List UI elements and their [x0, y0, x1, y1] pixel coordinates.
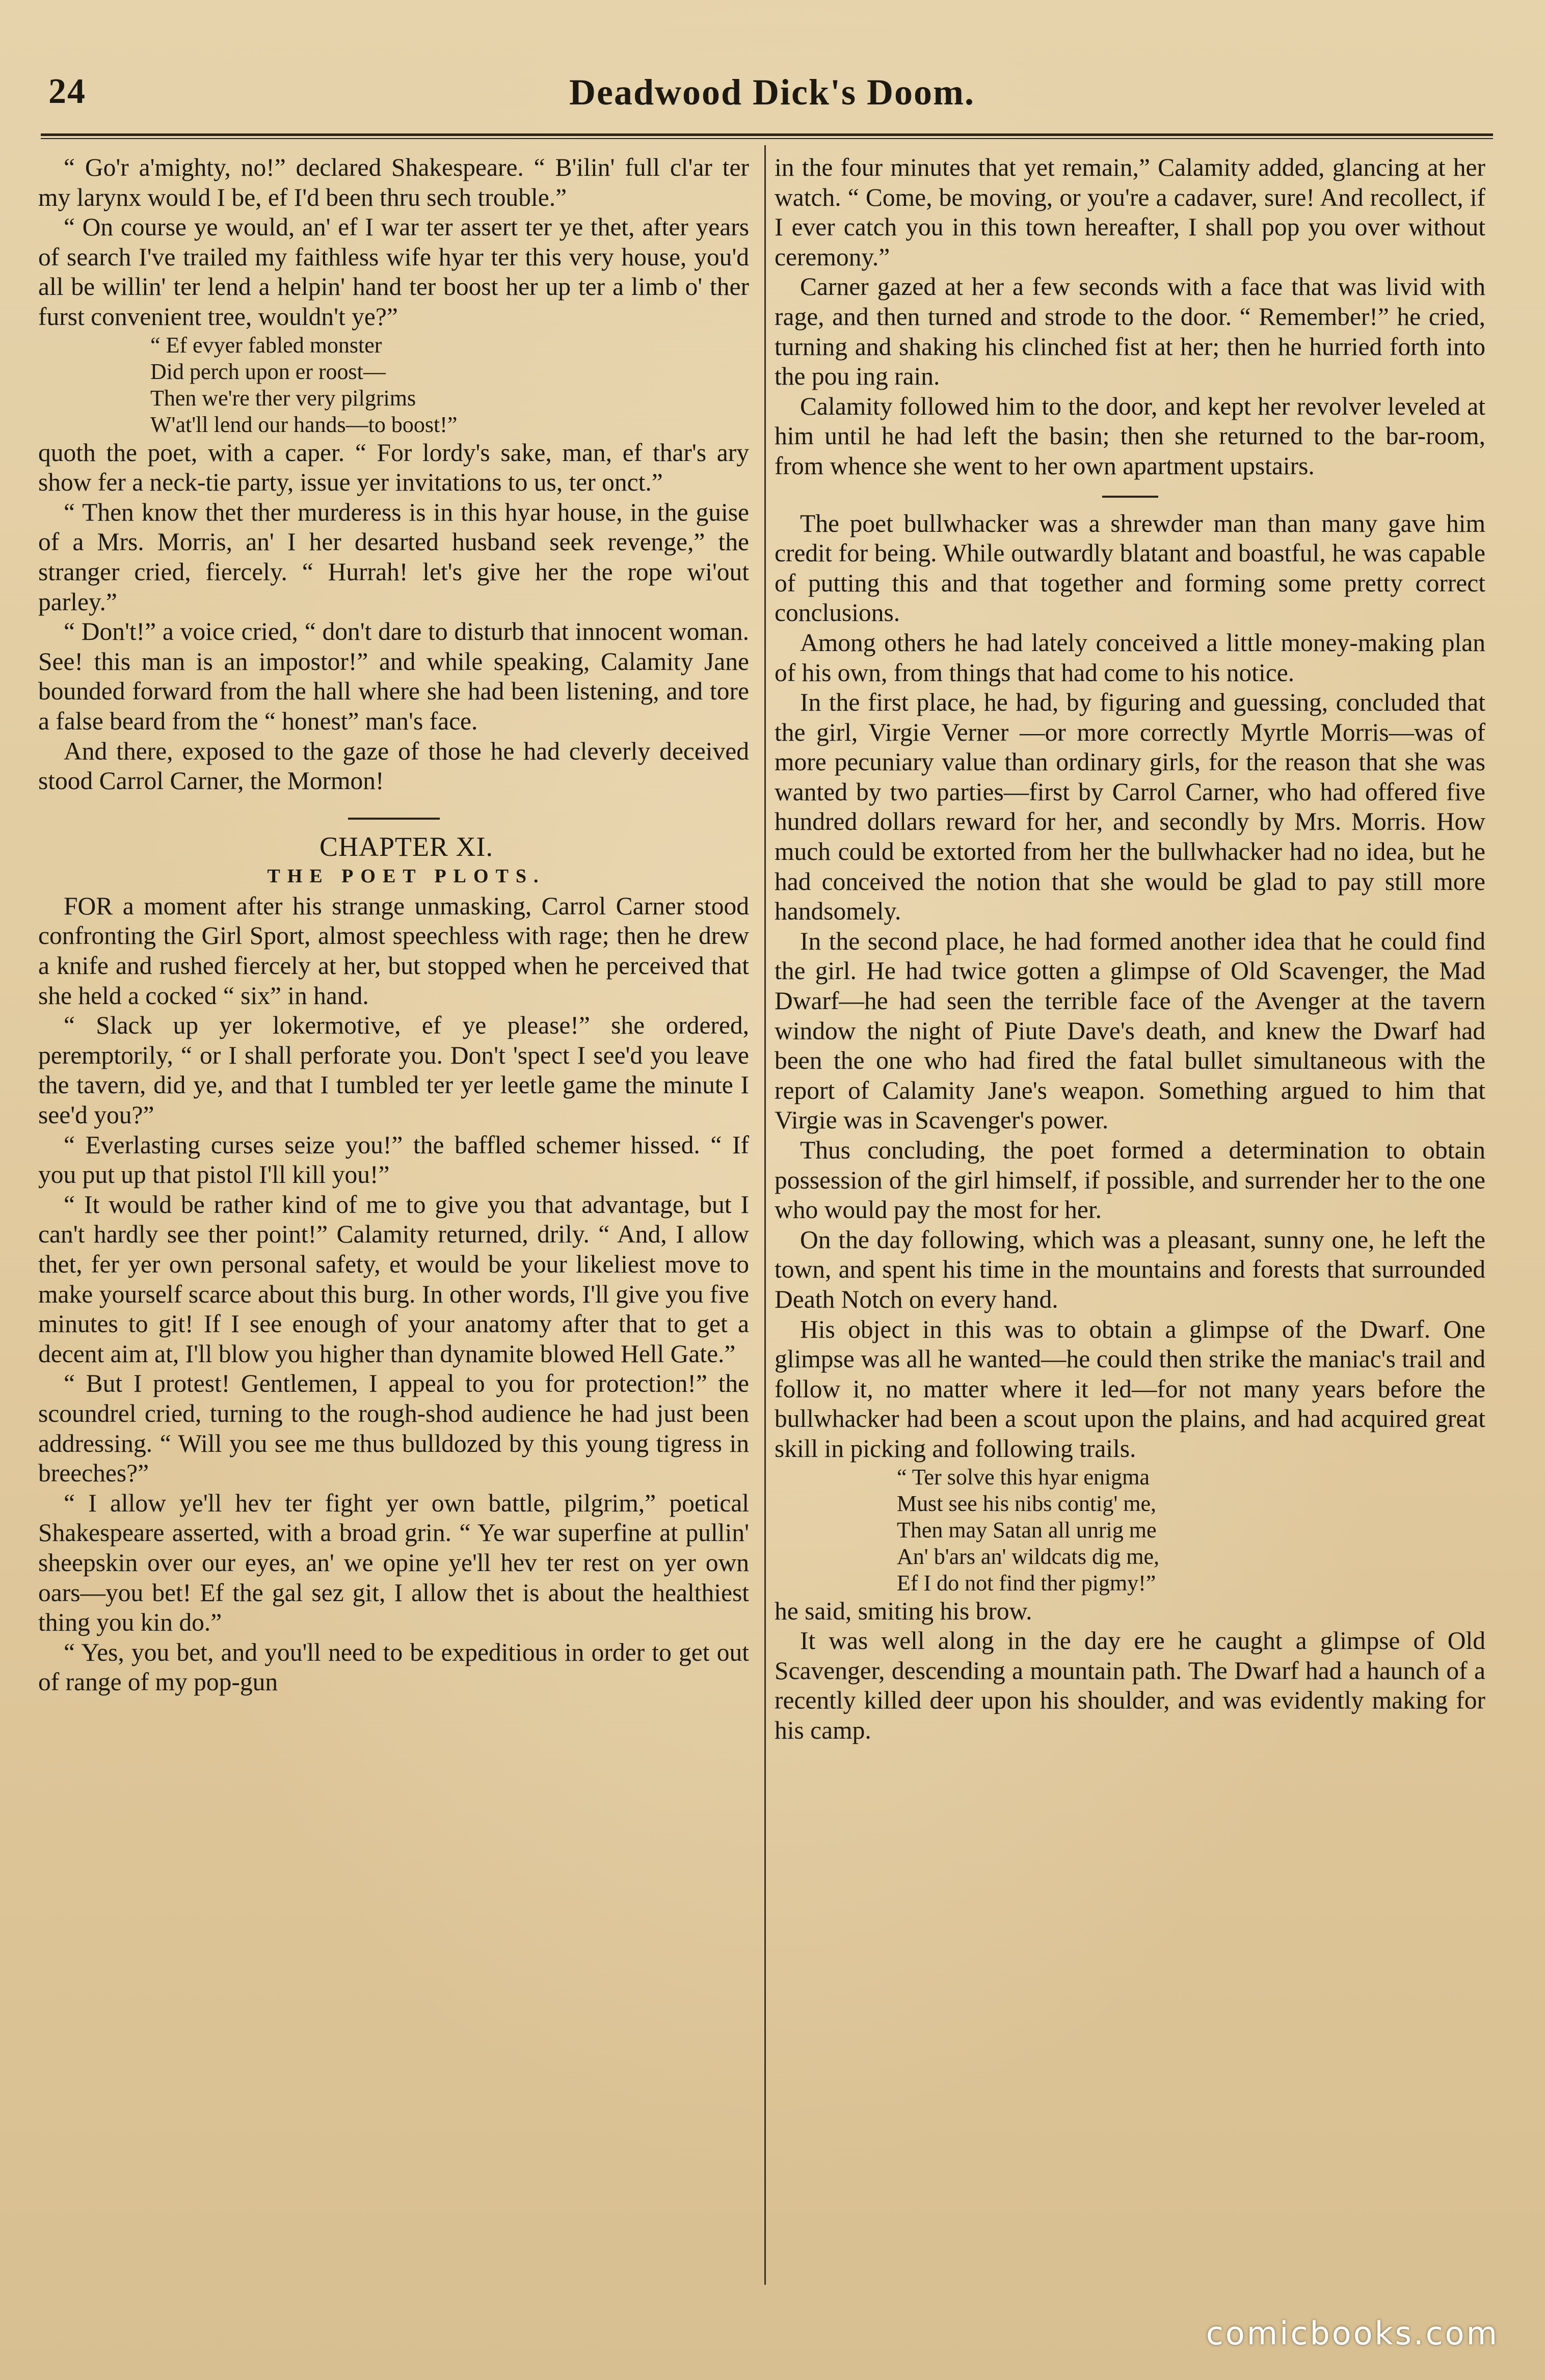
paragraph: Among others he had lately conceived a little money-making plan of his own, from things that had come to his notice. [775, 628, 1485, 687]
paragraph: “ Go'r a'mighty, no!” declared Shakespeare. “ B'ilin' full cl'ar ter my larynx would I be, ef I'd been thru sech trouble.” [38, 153, 749, 211]
source-watermark: comicbooks.com [1206, 2315, 1499, 2352]
paragraph: “ I allow ye'll hev ter fight yer own battle, pilgrim,” poetical Shakespeare asserted, with a broad grin. “ Ye war superfine at pullin' sheepskin over our eyes, an' we opine ye'll hev ter rest on yer own oars—you bet! Ef the gal sez git, I allow thet is about the healthiest thing you kin do.” [38, 1489, 749, 1637]
chapter-divider-rule [348, 818, 440, 820]
paragraph: he said, smiting his brow. [775, 1597, 1032, 1625]
paragraph: In the first place, he had, by figuring and guessing, concluded that the girl, Virgie Verner —or more correctly Myrtle Morris—was of more pecuniary value than ordinary girls, for the reason that she was wanted by two parties—first by Carrol Carner, who had offered five hundred dollars reward for her, and secondly by Mrs. Morris. How much could be extorted from her the bullwhacker had no idea, but he had conceived the notion that she would be glad to pay still more handsomely. [775, 688, 1485, 926]
paragraph: Calamity followed him to the door, and kept her revolver leveled at him until he had left the basin; then she returned to the bar-room, from whence she went to her own apartment upstairs. [775, 392, 1485, 480]
running-title: Deadwood Dick's Doom. [569, 72, 975, 113]
paragraph: “ Yes, you bet, and you'll need to be expeditious in order to get out of range of my pop-gun [38, 1638, 749, 1696]
paragraph: Carner gazed at her a few seconds with a face that was livid with rage, and then turned and strode to the door. “ Remember!” he cried, turning and shaking his clinched fist at her; then he hurried forth into the pou ing rain. [775, 273, 1485, 391]
chapter-subtitle: THE POET PLOTS. [267, 866, 546, 887]
page-number: 24 [48, 72, 86, 111]
verse: “ Ter solve this hyar enigma Must see his nibs contig' me, Then may Satan all unrig me An' b'ars an' wildcats dig me, Ef I do not find ther pigmy!” [897, 1464, 1160, 1595]
paragraph: “ On course ye would, an' ef I war ter assert ter ye thet, after years of search I've trailed my faithless wife hyar ter this very house, you'd all be willin' ter lend a helpin' hand ter boost her up ter a limb o' ther furst convenient tree, wouldn't ye?” [38, 213, 749, 331]
column-divider [764, 145, 766, 2285]
section-divider-rule [1102, 496, 1158, 498]
verse: “ Ef evyer fabled monster Did perch upon er roost— Then we're ther very pilgrims W'at'll lend our hands—to boost!” [150, 332, 458, 437]
paragraph: On the day following, which was a pleasant, sunny one, he left the town, and spent his time in the mountains and forests that surrounded Death Notch on every hand. [775, 1225, 1485, 1313]
paragraph: “ Don't!” a voice cried, “ don't dare to disturb that innocent woman. See! this man is an impostor!” and while speaking, Calamity Jane bounded forward from the hall where she had been listening, and tore a false beard from the “ honest” man's face. [38, 617, 749, 735]
paragraph: The poet bullwhacker was a shrewder man than many gave him credit for being. While outwardly blatant and boastful, he was capable of putting this and that together and forming some pretty correct conclusions. [775, 509, 1485, 627]
header-rule [41, 133, 1493, 139]
paragraph: “ But I protest! Gentlemen, I appeal to you for protection!” the scoundrel cried, turning to the rough-shod audience he had just been addressing. “ Will you see me thus bulldozed by this young tigress in breeches?” [38, 1369, 749, 1487]
paragraph: “ Everlasting curses seize you!” the baffled schemer hissed. “ If you put up that pistol I'll kill you!” [38, 1130, 749, 1189]
paragraph: His object in this was to obtain a glimpse of the Dwarf. One glimpse was all he wanted—he could then strike the maniac's trail and follow it, no matter where it led—for not many years before the bullwhacker had been a scout upon the plains, and had acquired great skill in picking and following trails. [775, 1315, 1485, 1463]
paragraph: FOR a moment after his strange unmasking, Carrol Carner stood confronting the Girl Sport, almost speechless with rage; then he drew a knife and rushed fiercely at her, but stopped when he perceived that she held a cocked “ six” in hand. [38, 891, 749, 1010]
page-header [48, 71, 1496, 127]
paragraph: Thus concluding, the poet formed a determination to obtain possession of the girl himself, if possible, and surrender her to the one who would pay the most for her. [775, 1136, 1485, 1224]
right-column [775, 153, 1485, 1746]
paragraph: It was well along in the day ere he caught a glimpse of Old Scavenger, descending a mountain path. The Dwarf had a haunch of a recently killed deer upon his shoulder, and was evidently making for his camp. [775, 1627, 1485, 1744]
paragraph: In the second place, he had formed another idea that he could find the girl. He had twice gotten a glimpse of Old Scavenger, the Mad Dwarf—he had seen the terrible face of the Avenger at the tavern window the night of Piute Dave's death, and knew the Dwarf had been the one who had fired the fatal bullet simultaneous with the report of Calamity Jane's weapon. Something argued to him that Virgie was in Scavenger's power. [775, 927, 1485, 1134]
paragraph: “ It would be rather kind of me to give you that advantage, but I can't hardly see ther point!” Calamity returned, drily. “ And, I allow thet, fer yer own personal safety, et would be your likeliest move to make yourself scarce about this burg. In other words, I'll give you five minutes to git! If I see enough of your anatomy after that to get a decent aim at, I'll blow you higher than dynamite blowed Hell Gate.” [38, 1190, 749, 1368]
paragraph: in the four minutes that yet remain,” Calamity added, glancing at her watch. “ Come, be moving, or you're a cadaver, sure! And recollect, if I ever catch you in this town hereafter, I shall pop you over without ceremony.” [775, 153, 1485, 271]
paragraph: “ Slack up yer lokermotive, ef ye please!” she ordered, peremptorily, “ or I shall perforate you. Don't 'spect I see'd you leave the tavern, did ye, and that I tumbled ter yer leetle game the minute I see'd you?” [38, 1011, 749, 1129]
chapter-title: CHAPTER XI. [319, 831, 493, 862]
paragraph: And there, exposed to the gaze of those he had cleverly deceived stood Carrol Carner, the Mormon! [38, 737, 749, 795]
paragraph: quoth the poet, with a caper. “ For lordy's sake, man, ef thar's ary show fer a neck-tie party, issue yer invitations to us, ter onct.” [38, 438, 749, 497]
left-column [38, 153, 749, 1697]
paragraph: “ Then know thet ther murderess is in this hyar house, in the guise of a Mrs. Morris, an' I her desarted husband seek revenge,” the stranger cried, fiercely. “ Hurrah! let's give her the rope wi'out parley.” [38, 498, 749, 616]
